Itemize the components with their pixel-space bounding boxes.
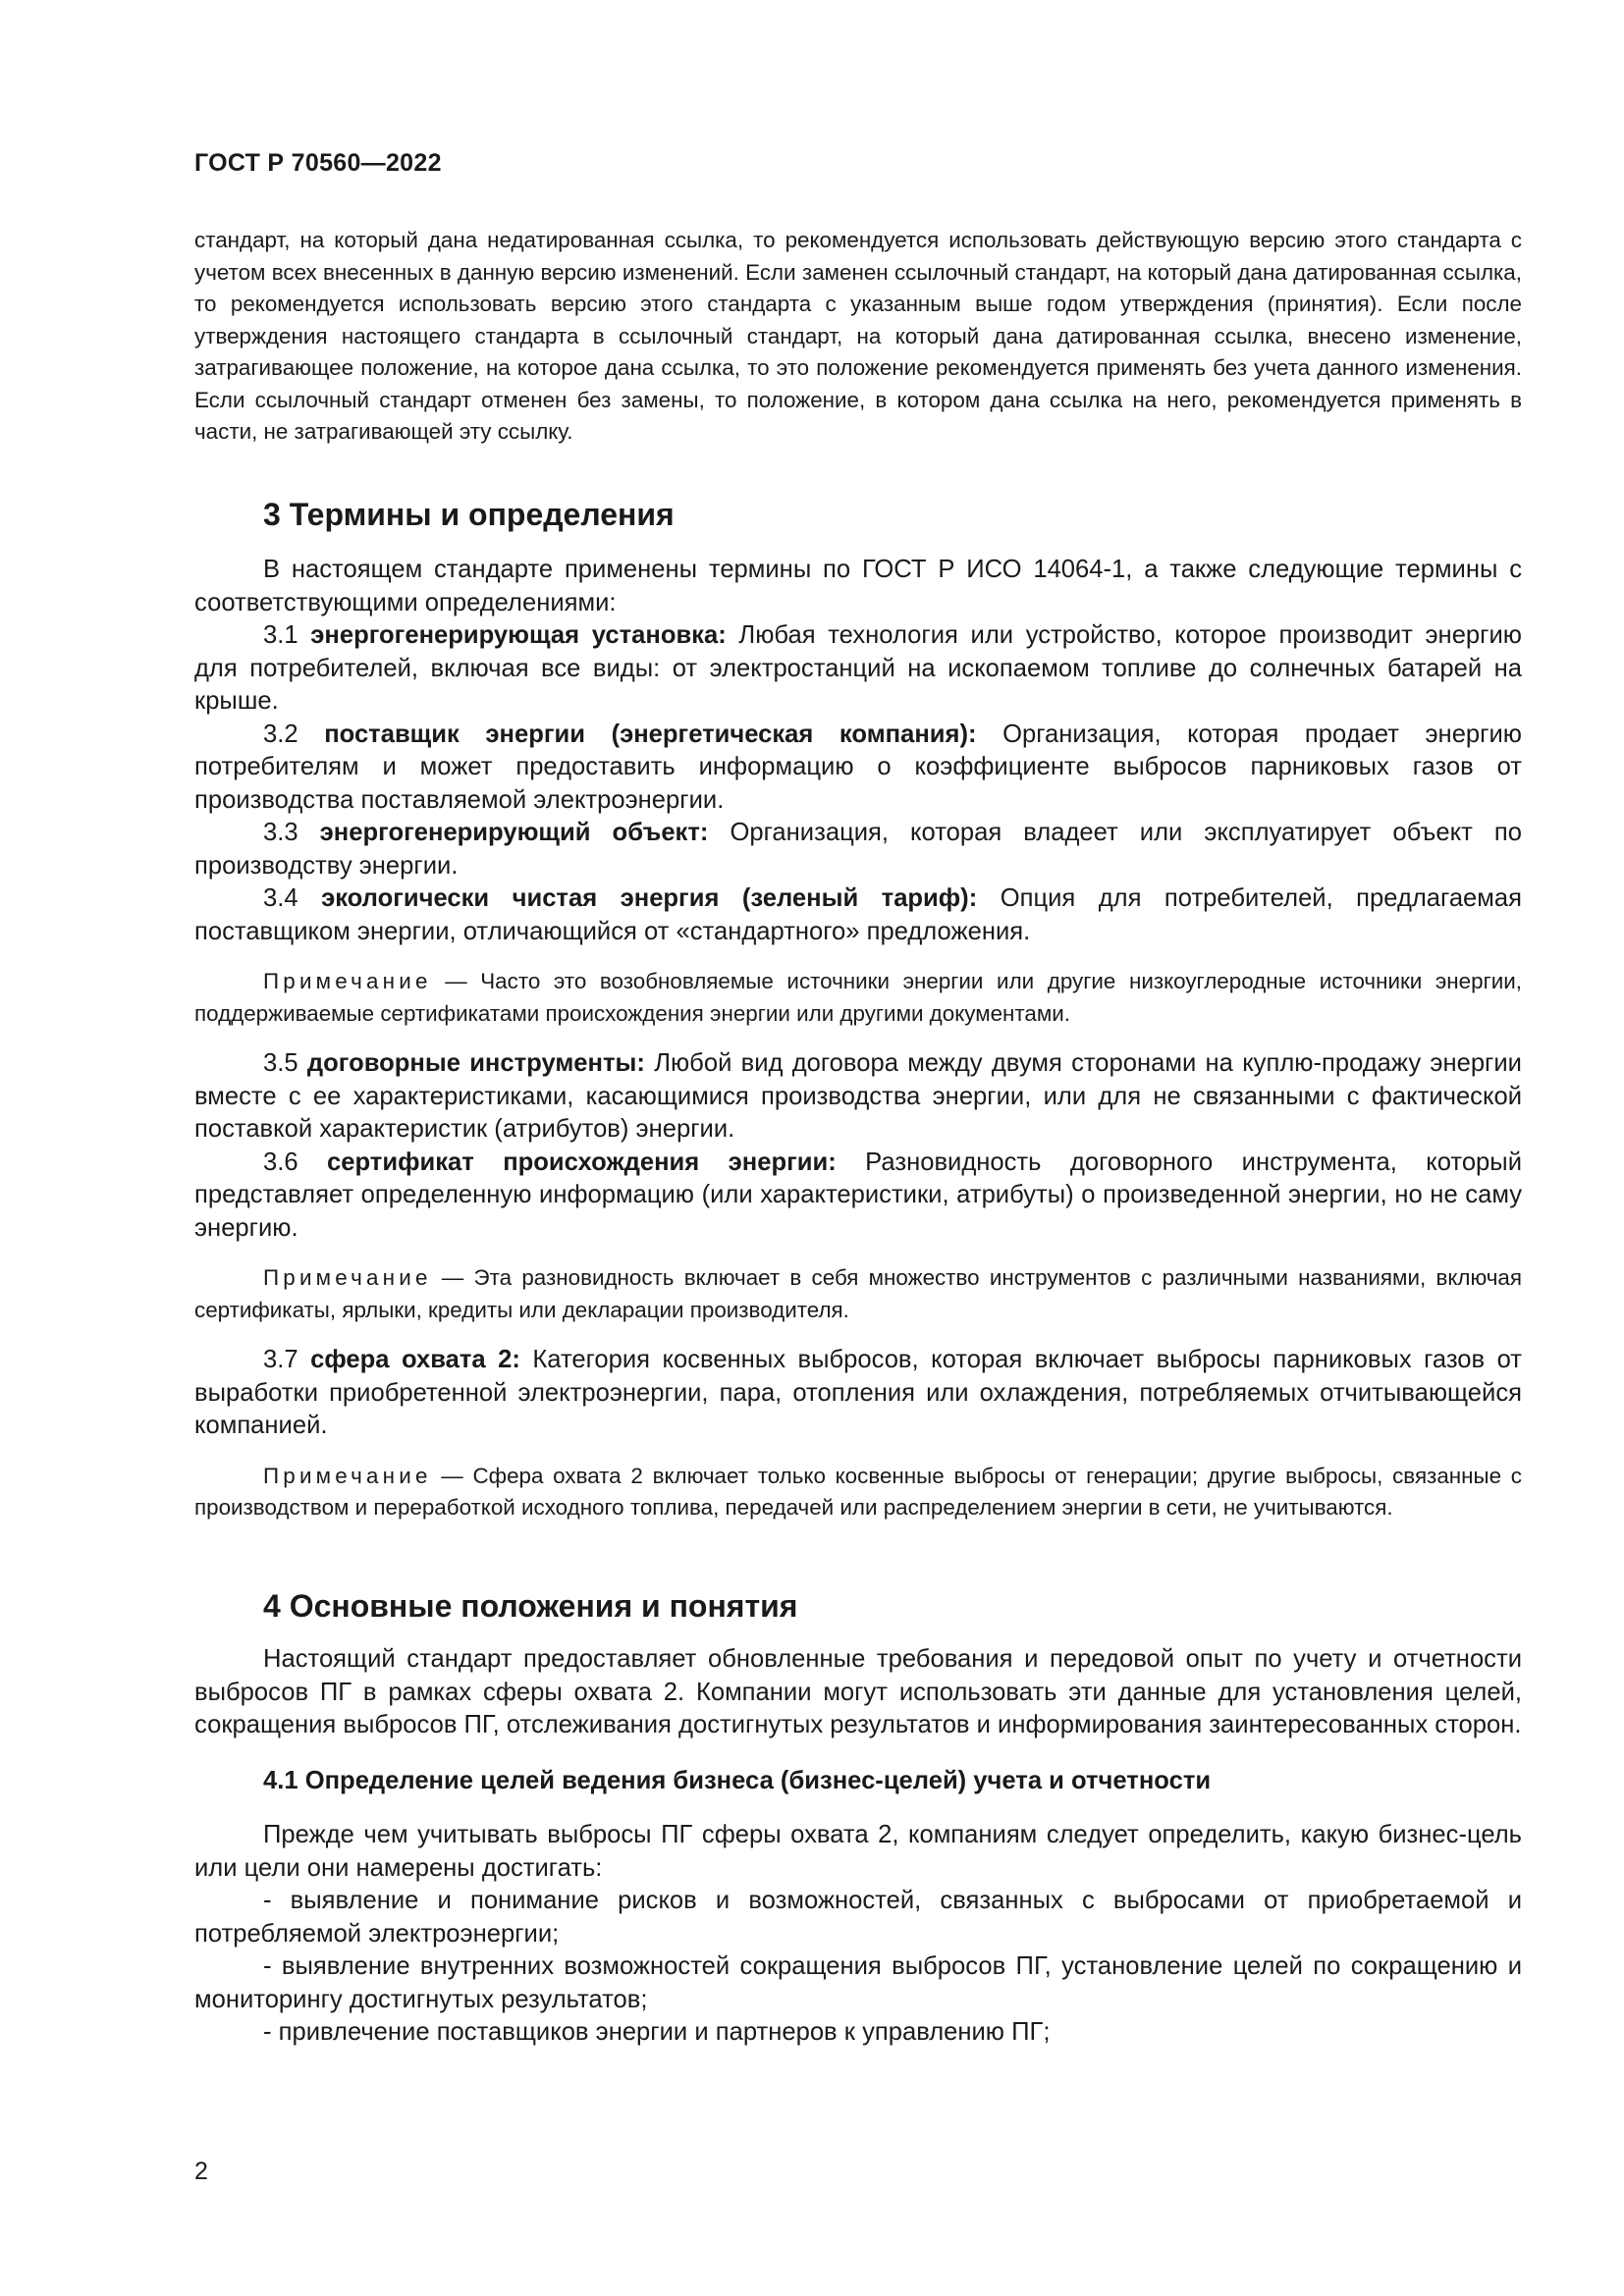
note-text: — Часто это возобновляемые источники энергии или другие низкоуглеродные источники энергии, поддерживаемые сертификатами происхождения энергии или другими документами. (194, 969, 1522, 1026)
term-definition: Организация, которая владеет или эксплуатирует объект по производству энергии. (194, 819, 1522, 880)
section-3-body (194, 554, 1522, 1524)
term-number: 3.6 (263, 1148, 298, 1176)
term-number: 3.7 (263, 1346, 298, 1373)
list-item: - выявление и понимание рисков и возможностей, связанных с выбросами от приобретаемой и потребляемой электроэнергии; (194, 1887, 1522, 1948)
note-label: Примечание (263, 1265, 432, 1290)
term-name: договорные инструменты: (306, 1049, 645, 1077)
intro-paragraph: стандарт, на который дана недатированная ссылка, то рекомендуется использовать действующую версию этого стандарта с учетом всех внесенных в данную версию изменений. Если заменен ссылочный стандарт, на который дана датированная ссылка, то рекомендуется использовать версию этого стандарта с указанным выше годом утверждения (принятия). Если после утверждения настоящего стандарта в ссылочный стандарт, на который дана датированная ссылка, внесено изменение, затрагивающее положение, на которое дана ссылка, то это положение рекомендуется применять без учета данного изменения. Если ссылочный стандарт отменен без замены, то положение, в котором дана ссылка на него, рекомендуется применять в части, не затрагивающей эту ссылку. (194, 228, 1522, 444)
document-header: ГОСТ Р 70560—2022 (194, 149, 442, 177)
term-3-5 (194, 1047, 1522, 1147)
list-item: - привлечение поставщиков энергии и партнеров к управлению ПГ; (263, 2018, 1051, 2046)
term-number: 3.1 (263, 621, 298, 649)
subsection-4-1-lead: Прежде чем учитывать выбросы ПГ сферы охвата 2, компаниям следует определить, какую бизнес-цель или цели они намерены достигать: (194, 1821, 1522, 1882)
term-3-4 (194, 882, 1522, 948)
note-1 (194, 966, 1522, 1030)
page-number: 2 (194, 2158, 208, 2185)
term-3-1 (194, 619, 1522, 719)
term-3-2 (194, 719, 1522, 818)
term-3-3 (194, 817, 1522, 882)
section-3-title: 3 Термины и определения (263, 497, 675, 532)
note-text: — Сфера охвата 2 включает только косвенные выбросы от генерации; другие выбросы, связанные с производством и переработкой исходного топлива, передачей или распределением энергии в сети, не учитываются. (194, 1463, 1522, 1520)
term-definition: Организация, которая продает энергию потребителям и может предоставить информацию о коэффициенте выбросов парниковых газов от производства поставляемой электроэнергии. (194, 720, 1522, 814)
section-4-paragraph: Настоящий стандарт предоставляет обновленные требования и передовой опыт по учету и отчетности выбросов ПГ в рамках сферы охвата 2. Компании могут использовать эти данные для установления целей, сокращения выбросов ПГ, отслеживания достигнутых результатов и информирования заинтересованных сторон. (194, 1645, 1522, 1738)
section-4-title: 4 Основные положения и понятия (263, 1588, 798, 1624)
term-name: экологически чистая энергия (зеленый тариф): (321, 884, 978, 912)
term-number: 3.4 (263, 884, 298, 912)
term-number: 3.2 (263, 720, 298, 748)
note-label: Примечание (263, 969, 432, 993)
subsection-4-1-body (194, 1819, 1522, 2050)
term-definition: Любой вид договора между двумя сторонами на куплю-продажу энергии вместе с ее характеристиками, касающимися производства энергии, или для не связанными с фактической поставкой характеристик (атрибутов) энергии. (194, 1049, 1522, 1143)
term-3-7 (194, 1344, 1522, 1443)
list-item: - выявление внутренних возможностей сокращения выбросов ПГ, установление целей по сокращению и мониторингу достигнутых результатов; (194, 1952, 1522, 2013)
intro-block (194, 225, 1522, 449)
section-3-lead: В настоящем стандарте применены термины по ГОСТ Р ИСО 14064-1, а также следующие термины с соответствующими определениями: (194, 556, 1522, 616)
term-name: поставщик энергии (энергетическая компания): (324, 720, 977, 748)
term-name: сертификат происхождения энергии: (327, 1148, 837, 1176)
term-definition: Опция для потребителей, предлагаемая поставщиком энергии, отличающийся от «стандартного» предложения. (194, 884, 1522, 945)
term-number: 3.5 (263, 1049, 298, 1077)
term-3-6 (194, 1147, 1522, 1246)
term-name: сфера охвата 2: (310, 1346, 520, 1373)
term-definition: Разновидность договорного инструмента, который представляет определенную информацию (или характеристики, атрибуты) о произведенной энергии, но не саму энергию. (194, 1148, 1522, 1242)
term-name: энергогенерирующий объект: (319, 819, 709, 846)
note-3 (194, 1461, 1522, 1524)
term-definition: Любая технология или устройство, которое производит энергию для потребителей, включая все виды: от электростанций на ископаемом топливе до солнечных батарей на крыше. (194, 621, 1522, 715)
note-label: Примечание (263, 1463, 432, 1488)
term-number: 3.3 (263, 819, 298, 846)
subsection-4-1-title: 4.1 Определение целей ведения бизнеса (бизнес-целей) учета и отчетности (263, 1767, 1212, 1794)
note-2 (194, 1262, 1522, 1326)
section-4-body (194, 1643, 1522, 1742)
note-text: — Эта разновидность включает в себя множество инструментов с различными названиями, включая сертификаты, ярлыки, кредиты или декларации производителя. (194, 1265, 1522, 1322)
term-name: энергогенерирующая установка: (310, 621, 727, 649)
term-definition: Категория косвенных выбросов, которая включает выбросы парниковых газов от выработки приобретенной электроэнергии, пара, отопления или охлаждения, потребляемых отчитывающейся компанией. (194, 1346, 1522, 1439)
